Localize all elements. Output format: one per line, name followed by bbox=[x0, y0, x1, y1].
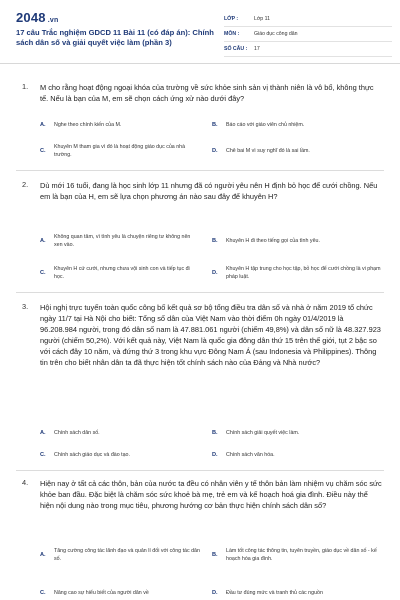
logo-suffix: .vn bbox=[47, 17, 59, 24]
site-logo[interactable] bbox=[16, 10, 58, 25]
option-letter: A. bbox=[40, 430, 46, 436]
option-letter: D. bbox=[212, 452, 218, 458]
divider bbox=[16, 170, 384, 171]
option-text: Không quan tâm, vì tình yêu là chuyện riêng tư không nên xen vào. bbox=[54, 234, 191, 248]
question-number: 2. bbox=[22, 180, 29, 189]
option-letter: A. bbox=[40, 238, 46, 244]
answer-option-1b[interactable] bbox=[212, 118, 382, 132]
answer-option-1d[interactable] bbox=[212, 140, 382, 162]
meta-label: MÔN : bbox=[224, 31, 240, 37]
answer-option-4b[interactable] bbox=[212, 540, 382, 570]
question-text: M cho rằng hoạt động ngoại khóa của trường về sức khỏe sinh sản vị thành niên là vô bổ, không thực tế. Nếu là bạn của M, em sẽ chọn cách ứng xử nào dưới đây? bbox=[40, 83, 374, 103]
meta-row-count bbox=[224, 42, 392, 57]
answer-option-2a[interactable] bbox=[40, 230, 200, 252]
option-letter: C. bbox=[40, 452, 46, 458]
answer-option-2c[interactable] bbox=[40, 262, 200, 284]
divider bbox=[16, 470, 384, 471]
option-letter: D. bbox=[212, 590, 218, 596]
question-number: 1. bbox=[22, 82, 29, 91]
answer-option-1c[interactable] bbox=[40, 140, 200, 162]
answer-option-1a[interactable] bbox=[40, 118, 200, 132]
meta-value: Giáo dục công dân bbox=[254, 31, 298, 37]
option-letter: B. bbox=[212, 430, 218, 436]
option-letter: D. bbox=[212, 148, 218, 154]
question-text: Hội nghị trực tuyến toàn quốc công bố kết quả sơ bộ tổng điều tra dân số và nhà ở năm 2019 tổ chức ngày 11/7 tại Hà Nội cho biết: Tổng số dân của Việt Nam vào thời điểm 0h ngày 01/4/2019 là 96.208.984 người, trong đó dân số nam là 47.881.061 người (chiếm 49,8%) và dân số nữ là 48.327.923 người (chiếm 50,2%). Với kết quả này, Việt Nam là quốc gia đông dân thứ 15 trên thế giới, tụt 2 bậc so với cách đây 10 năm, và đứng thứ 3 trong khu vực Đông Nam Á (sau Indonesia và Philippines). Thông tin trên cho biết nhân dân ta đã thực hiện tốt chính sách nào của Đảng và Nhà nước? bbox=[40, 303, 381, 367]
option-text: Đầu tư đúng mức và tranh thủ các nguồn bbox=[226, 590, 323, 596]
option-letter: A. bbox=[40, 552, 46, 558]
option-letter: C. bbox=[40, 270, 46, 276]
option-text: Chê bai M vì suy nghĩ đó là sai lầm. bbox=[226, 148, 310, 154]
header bbox=[0, 0, 400, 64]
meta-label: SỐ CÂU : bbox=[224, 46, 248, 52]
meta-panel bbox=[224, 12, 392, 57]
meta-row-class bbox=[224, 12, 392, 27]
page-title: 17 câu Trắc nghiệm GDCD 11 Bài 11 (có đáp án): Chính sách dân số và giải quyết việc làm (phần 3) bbox=[16, 28, 214, 47]
answer-option-4c[interactable] bbox=[40, 586, 200, 600]
answer-option-2d[interactable] bbox=[212, 262, 382, 284]
question-text: Hiện nay ở tất cả các thôn, bản của nước ta đều có nhân viên y tế thôn bản làm nhiệm vụ chăm sóc sức khỏe ban đầu. Đặc biệt là chăm sóc sức khoẻ bà mẹ, trẻ em và kế hoạch hoá gia đình. Điều này thể hiện nội dung nào trong mục tiêu, phương hướng cơ bản thực hiện chính sách dân số? bbox=[40, 479, 382, 510]
option-text: Chính sách văn hóa. bbox=[226, 452, 275, 458]
option-letter: B. bbox=[212, 238, 218, 244]
option-letter: A. bbox=[40, 122, 46, 128]
option-text: Làm tốt công tác thông tin, tuyên truyền, giáo dục về dân số - kế hoạch hóa gia đình. bbox=[226, 548, 377, 562]
option-letter: B. bbox=[212, 552, 218, 558]
option-text: Khuyên H đi theo tiếng gọi của tình yêu. bbox=[226, 238, 320, 244]
option-text: Chính sách giáo dục và đào tạo. bbox=[54, 452, 130, 458]
meta-row-subject bbox=[224, 27, 392, 42]
answer-option-4d[interactable] bbox=[212, 586, 382, 600]
option-text: Khuyên H cứ cưới, nhưng chưa vội sinh con và tiếp tục đi học. bbox=[54, 266, 190, 280]
answer-option-3c[interactable] bbox=[40, 448, 200, 462]
option-letter: C. bbox=[40, 148, 46, 154]
meta-label: LỚP : bbox=[224, 16, 239, 22]
answer-option-3d[interactable] bbox=[212, 448, 382, 462]
option-letter: C. bbox=[40, 590, 46, 596]
answer-option-2b[interactable] bbox=[212, 230, 382, 252]
option-text: Nâng cao sự hiểu biết của người dân về bbox=[54, 590, 149, 596]
option-text: Báo cáo với giáo viên chủ nhiệm. bbox=[226, 122, 305, 128]
option-text: Nghe theo chính kiến của M. bbox=[54, 122, 122, 128]
question-text: Dù mới 16 tuổi, đang là học sinh lớp 11 nhưng đã có người yêu nên H định bỏ học để cưới chồng. Nếu em là bạn của H, em sẽ lựa chọn phương án nào sau đây để khuyên H? bbox=[40, 181, 378, 201]
option-text: Khuyên M tham gia vì đó là hoạt động giáo dục của nhà trường. bbox=[54, 144, 186, 158]
option-text: Khuyên H tập trung cho học tập, bỏ học để cưới chồng là vi phạm pháp luật. bbox=[226, 266, 381, 280]
meta-value: 17 bbox=[254, 46, 260, 52]
answer-option-3a[interactable] bbox=[40, 426, 200, 440]
logo-text: 2048 bbox=[16, 10, 46, 25]
option-letter: B. bbox=[212, 122, 218, 128]
option-text: Chính sách dân số. bbox=[54, 430, 100, 436]
answer-option-4a[interactable] bbox=[40, 542, 200, 568]
answer-option-3b[interactable] bbox=[212, 426, 382, 440]
option-text: Tăng cường công tác lãnh đạo và quản lí đối với công tác dân số. bbox=[54, 548, 200, 562]
meta-value: Lớp 11 bbox=[254, 16, 270, 22]
divider bbox=[16, 292, 384, 293]
question-number: 4. bbox=[22, 478, 29, 487]
option-text: Chính sách giải quyết việc làm. bbox=[226, 430, 300, 436]
option-letter: D. bbox=[212, 270, 218, 276]
question-number: 3. bbox=[22, 302, 29, 311]
